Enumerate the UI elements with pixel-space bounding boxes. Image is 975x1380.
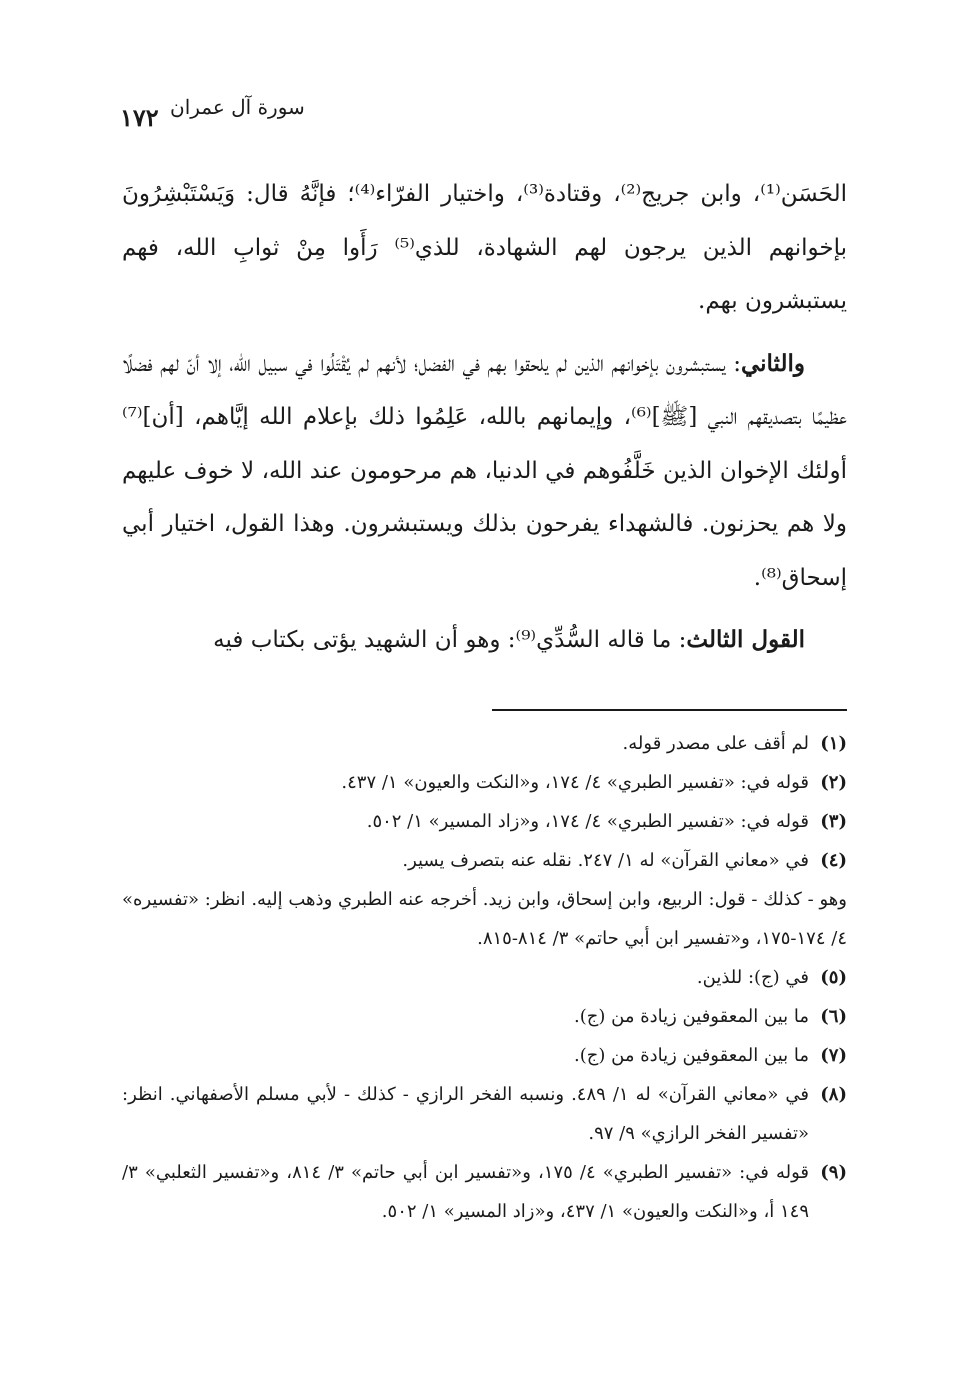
second-opinion-label: والثاني xyxy=(740,349,805,377)
page-number: ١٧٢ xyxy=(120,103,159,132)
footnote-number: (٨) xyxy=(820,1084,847,1105)
footnote-text: ما بين المعقوفين زيادة من (ج). xyxy=(574,1006,809,1027)
footnote-number: (١) xyxy=(820,733,847,754)
paragraph-3 xyxy=(122,613,847,668)
footnote-text: في «معاني القرآن» له ١/ ٤٨٩. ونسبه الفخر الرازي - كذلك - لأبي مسلم الأصفهاني. انظر: «تفسير الفخر الرازي» ٩/ ٩٧. xyxy=(122,1084,809,1144)
footnote-1 xyxy=(122,724,847,763)
footnote-4 xyxy=(122,841,847,880)
footnote-4-continuation: وهو - كذلك - قول: الربيع، وابن إسحاق، وابن زيد. أخرجه عنه الطبري وذهب إليه. انظر: «تفسيره» ٤/ ١٧٤-١٧٥، و«تفسير ابن أبي حاتم» ٣/ ٨١٤-٨١٥. xyxy=(122,889,847,949)
footnote-number: (٢) xyxy=(820,772,847,793)
footnote-text: لم أقف على مصدر قوله. xyxy=(622,733,809,754)
paragraph-1: الحَسَن⁽¹⁾، وابن جريج⁽²⁾، وقتادة⁽³⁾، واختيار الفرّاء⁽⁴⁾؛ فإنَّهُ قال: وَيَسْتَبْشِرُونَ بإخوانهم الذين يرجون لهم الشهادة، للذي⁽⁵⁾ رَأَوا مِنْ ثوابِ الله، فهم يستبشرون بهم. xyxy=(122,181,848,314)
footnote-2 xyxy=(122,763,847,802)
page-header xyxy=(120,95,845,145)
footnote-number: (٤) xyxy=(820,850,847,871)
third-opinion-label: القول الثالث xyxy=(686,626,805,653)
footnote-text: قوله في: «تفسير الطبري» ٤/ ١٧٤، و«زاد المسير» ١/ ٥٠٢. xyxy=(366,811,809,832)
main-text xyxy=(122,168,847,668)
footnote-number: (٩) xyxy=(820,1162,847,1183)
footnote-divider xyxy=(492,709,847,711)
footnote-number: (٥) xyxy=(820,967,847,988)
footnote-8 xyxy=(122,1075,847,1153)
third-opinion-text: : ما قاله السُّدِّي⁽⁹⁾: وهو أن الشهيد يؤتى بكتاب فيه xyxy=(213,627,687,653)
footnote-text: قوله في: «تفسير الطبري» ٤/ ١٧٥، و«تفسير ابن أبي حاتم» ٣/ ٨١٤، و«تفسير الثعلبي» ٣/ ١٤٩ أ، و«النكت والعيون» ١/ ٤٣٧، و«زاد المسير» ١/ ٥٠٢. xyxy=(122,1162,809,1222)
second-opinion-text: : يستبشرون بإخوانهم الذين لم يلحقوا بهم في الفضل؛ لأنهم لم يُقْتَلُوا في سبيل الله، إلا أنّ لهم فضلًا عظيمًا بتصديقهم النبي [ﷺ]⁽⁶⁾، وإيمانهم بالله، عَلِمُوا ذلك بإعلام الله إيَّاهم، [أن]⁽⁷⁾ أولئك الإخوان الذين خَلَّفُوهم في الدنيا، هم مرحومون عند الله، لا خوف عليهم ولا هم يحزنون. فالشهداء يفرحون بذلك ويستبشرون. وهذا القول، اختيار أبي إسحاق⁽⁸⁾. xyxy=(122,350,848,591)
footnote-text: ما بين المعقوفين زيادة من (ج). xyxy=(574,1045,809,1066)
footnote-3 xyxy=(122,802,847,841)
paragraph-2 xyxy=(122,337,847,606)
footnote-number: (٧) xyxy=(820,1045,847,1066)
footnote-text: في «معاني القرآن» له ١/ ٢٤٧. نقله عنه بتصرف يسير. xyxy=(402,850,809,871)
footnote-7 xyxy=(122,1036,847,1075)
footnote-text: في (ج): للذين. xyxy=(696,967,809,988)
footnote-number: (٦) xyxy=(820,1006,847,1027)
surah-name: سورة آل عمران xyxy=(170,95,305,119)
footnote-5 xyxy=(122,958,847,997)
footnote-number: (٣) xyxy=(820,811,847,832)
footnote-9 xyxy=(122,1153,847,1231)
footnote-text: قوله في: «تفسير الطبري» ٤/ ١٧٤، و«النكت والعيون» ١/ ٤٣٧. xyxy=(341,772,809,793)
footnotes xyxy=(122,724,847,1231)
footnote-6 xyxy=(122,997,847,1036)
